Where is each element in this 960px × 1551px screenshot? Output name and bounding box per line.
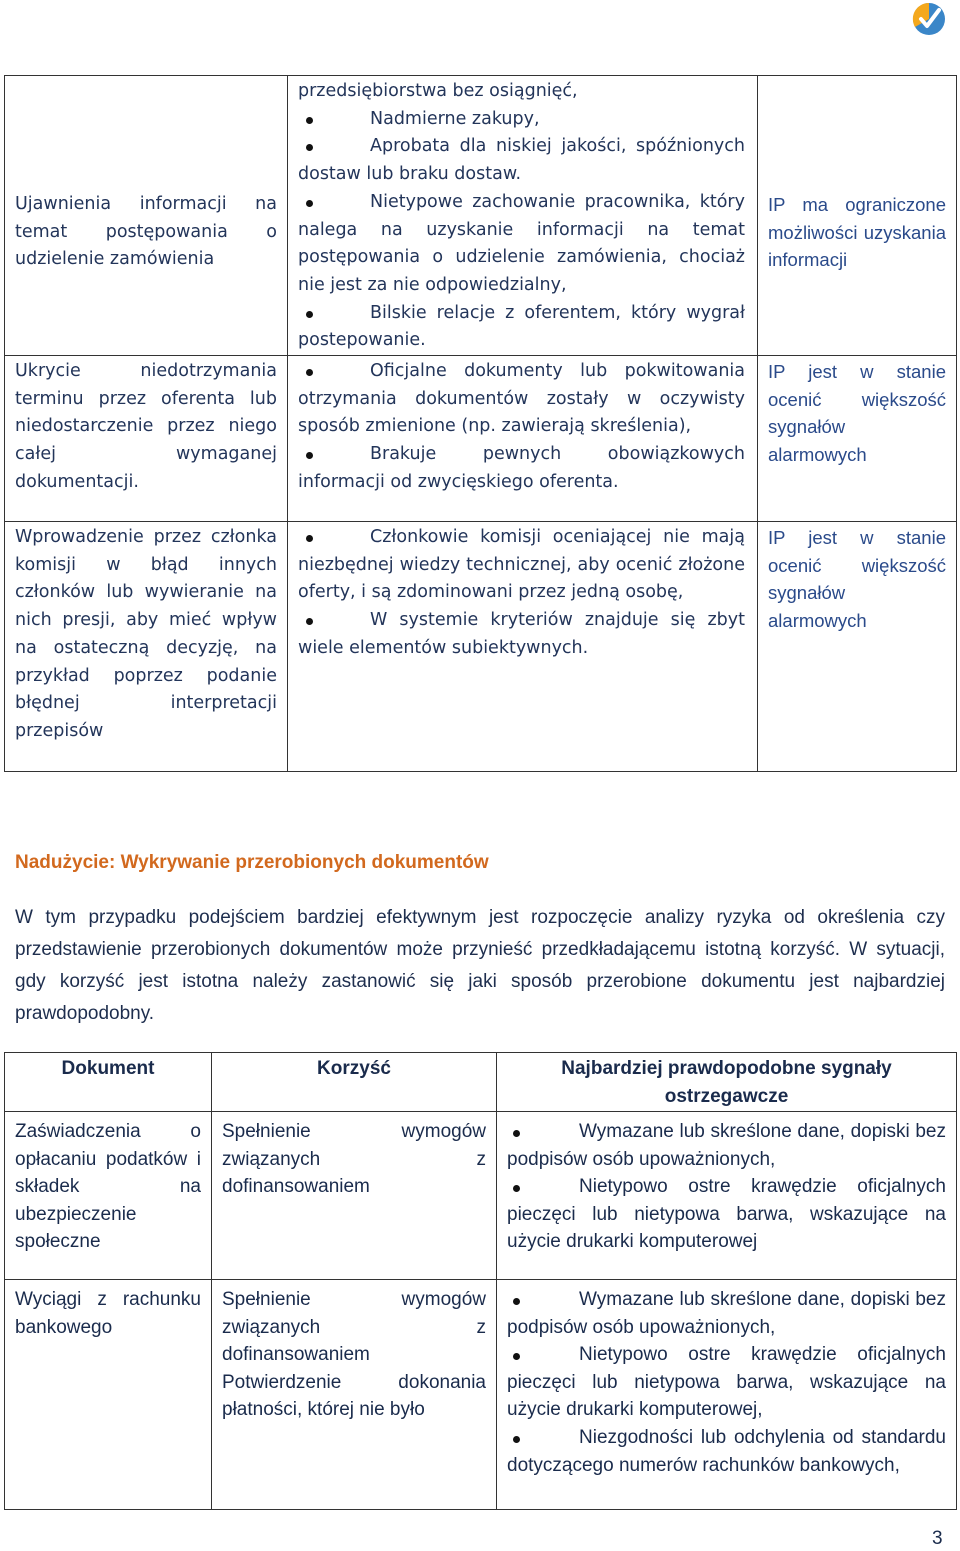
list-item: Nietypowo ostre krawędzie oficjalnych pieczęci lub nietypowa barwa, wskazujące na użycie drukarki komputerowej, [507,1341,946,1424]
list-item: Brakuje pewnych obowiązkowych informacji od zwycięskiego oferenta. [298,441,745,496]
benefit-text: Spełnienie wymogów związanych z dofinansowaniem [222,1289,486,1366]
column-header: Najbardziej prawdopodobne sygnały ostrzegawcze [497,1053,957,1112]
table-row [5,356,957,522]
table-row [5,1280,957,1510]
assessment-cell [758,76,957,356]
documents-table [4,1052,957,1510]
section-heading: Nadużycie: Wykrywanie przerobionych dokumentów [15,852,489,873]
section-paragraph: W tym przypadku podejściem bardziej efektywnym jest rozpoczęcie analizy ryzyka od określenia czy przedstawienie przerobionych dokumentów może przynieść przedkładającemu istotną korzyść. W sytuacji, gdy korzyść jest istotna należy zastanowić się jaki sposób przerobione dokumentu jest najbardziej prawdopodobny. [15,907,945,1024]
list-item: Nadmierne zakupy, [298,106,745,134]
risk-cell [5,356,288,522]
assessment-text: IP ma ograniczone możliwości uzyskania informacji [768,194,946,271]
column-header: Korzyść [212,1053,497,1112]
risk-signals-table [4,75,957,772]
document-cell: Zaświadczenia o opłacaniu podatków i składek na ubezpieczenie społeczne [5,1112,212,1280]
signals-cell [288,522,758,772]
benefit-cell [212,1280,497,1510]
signals-cell [497,1280,957,1510]
list-item: Członkowie komisji oceniającej nie mają niezbędnej wiedzy technicznej, aby ocenić złożone oferty, i są zdominowani przez jedną osobę, [298,524,745,607]
list-item: Aprobata dla niskiej jakości, spóźnionych dostaw lub braku dostaw. [298,133,745,188]
risk-cell [5,76,288,356]
signals-cell [497,1112,957,1280]
assessment-cell [758,522,957,772]
assessment-cell [758,356,957,522]
list-item: Wymazane lub skreślone dane, dopiski bez podpisów osób upoważnionych, [507,1118,946,1173]
table-row [5,76,957,188]
signals-cell [288,76,758,356]
table-row [5,522,957,772]
checkmark-logo-icon [912,2,946,36]
list-item: Wymazane lub skreślone dane, dopiski bez podpisów osób upoważnionych, [507,1286,946,1341]
risk-cell [5,522,288,772]
list-item: W systemie kryteriów znajduje się zbyt wiele elementów subiektywnych. [298,607,745,662]
list-item: Oficjalne dokumenty lub pokwitowania otrzymania dokumentów zostały w oczywisty sposób zmienione (np. zawierają skreślenia), [298,358,745,441]
risk-text: Ujawnienia informacji na temat postępowania o udzielenie zamówienia [15,194,277,270]
benefit-cell [212,1112,497,1280]
benefit-text: Potwierdzenie dokonania płatności, której nie było [222,1371,486,1421]
signals-intro: przedsiębiorstwa bez osiągnięć, [298,81,578,101]
assessment-text: IP jest w stanie ocenić większość sygnałów alarmowych [768,361,946,466]
table-header-row [5,1053,957,1112]
benefit-text: Spełnienie wymogów związanych z dofinansowaniem [222,1121,486,1198]
list-item: Nietypowo ostre krawędzie oficjalnych pieczęci lub nietypowa barwa, wskazujące na użycie drukarki komputerowej [507,1173,946,1256]
list-item: Niezgodności lub odchylenia od standardu dotyczącego numerów rachunków bankowych, [507,1424,946,1479]
table-row [5,1112,957,1280]
risk-text: Ukrycie niedotrzymania terminu przez oferenta lub niedostarczenie przez niego całej wymaganej dokumentacji. [15,361,277,492]
document-cell: Wyciągi z rachunku bankowego [5,1280,212,1510]
signals-cell [288,356,758,522]
assessment-text: IP jest w stanie ocenić większość sygnałów alarmowych [768,527,946,632]
risk-text: Wprowadzenie przez członka komisji w błąd innych członków lub wywieranie na nich presji, aby mieć wpływ na ostateczną decyzję, na przykład poprzez podanie błędnej interpretacji przepisów [15,527,277,741]
column-header: Dokument [5,1053,212,1112]
list-item: Bilskie relacje z oferentem, który wygrał postepowanie. [298,300,745,355]
page-number: 3 [932,1528,943,1549]
list-item: Nietypowe zachowanie pracownika, który nalega na uzyskanie informacji na temat postępowania o udzielenie zamówienia, chociaż nie jest za nie odpowiedzialny, [298,189,745,300]
